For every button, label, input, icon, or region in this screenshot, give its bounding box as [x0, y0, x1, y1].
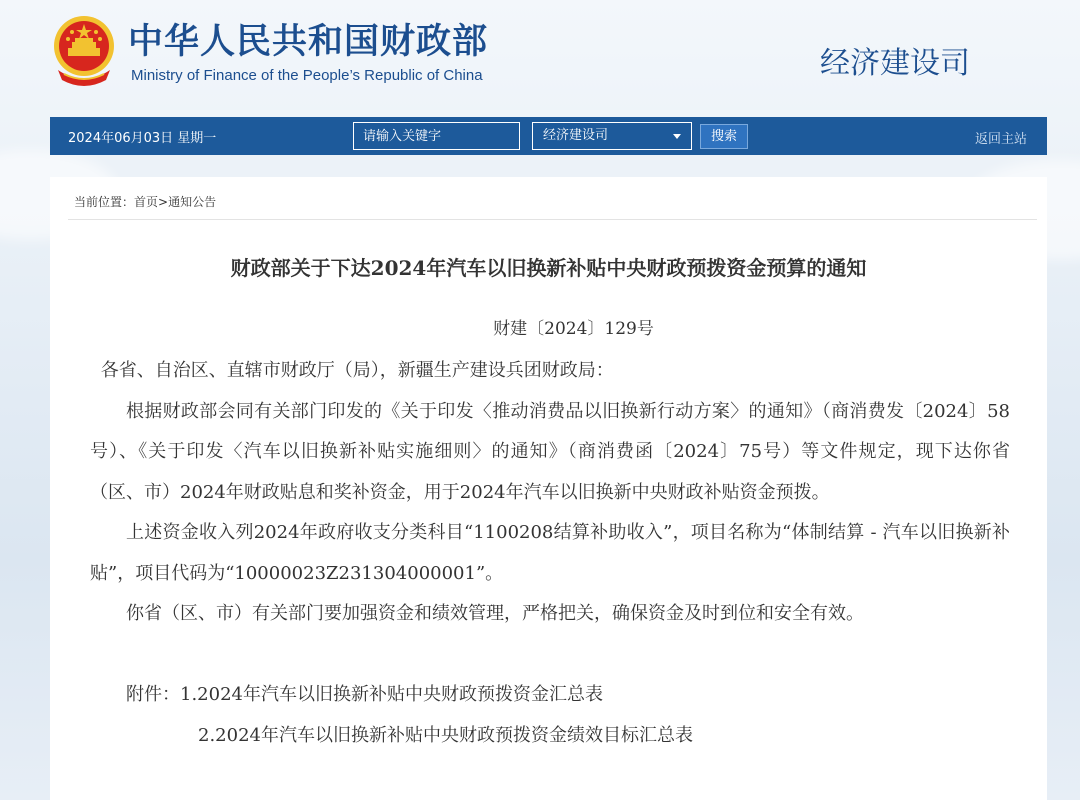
- site-title-chinese[interactable]: 中华人民共和国财政部: [128, 22, 489, 62]
- search-button[interactable]: 搜索: [700, 124, 748, 149]
- breadcrumb: [74, 193, 216, 210]
- document-number: 财建〔2024〕129号: [493, 319, 654, 339]
- article-body: [90, 351, 1010, 756]
- attachment-link-1[interactable]: 附件：1.2024年汽车以旧换新补贴中央财政预拨资金汇总表: [126, 684, 603, 705]
- return-home-link[interactable]: 返回主站: [974, 132, 1027, 147]
- article-paragraph: 上述资金收入列2024年政府收支分类科目“1100208结算补助收入”，项目名称为“体制结算 - 汽车以旧换新补贴”，项目代码为“10000023Z231304000001”。: [90, 522, 1010, 584]
- attachment-link-2[interactable]: 2.2024年汽车以旧换新补贴中央财政预拨资金绩效目标汇总表: [198, 724, 693, 746]
- breadcrumb-home-link[interactable]: 首页: [134, 195, 159, 209]
- article-paragraph: 根据财政部会同有关部门印发的《关于印发〈推动消费品以旧换新行动方案〉的通知》（商消费发〔2024〕58号）、《关于印发〈汽车以旧换新补贴实施细则〉的通知》（商消费函〔2024〕75号）等文件规定，现下达你省（区、市）2024年财政贴息和奖补资金，用于2024年汽车以旧换新中央财政补贴资金预拨。: [90, 400, 1010, 503]
- channel-select-value: 经济建设司: [543, 128, 609, 143]
- breadcrumb-prefix: 当前位置：: [74, 195, 135, 209]
- site-title-english[interactable]: Ministry of Finance of the People’s Republic of China: [131, 67, 483, 84]
- paragraph-spacer: [90, 635, 1010, 676]
- breadcrumb-separator: >: [158, 195, 169, 209]
- channel-select-dropdown[interactable]: [532, 122, 692, 150]
- national-emblem-icon: [50, 14, 118, 88]
- current-date: 2024年06月03日 星期一: [68, 131, 217, 146]
- divider: [68, 219, 1037, 220]
- site-header: [0, 0, 1080, 115]
- article-salutation: 各省、自治区、直辖市财政厅（局），新疆生产建设兵团财政局：: [100, 360, 614, 381]
- channel-name: 经济建设司: [820, 46, 970, 81]
- article-paragraph: 你省（区、市）有关部门要加强资金和绩效管理，严格把关，确保资金及时到位和安全有效。: [126, 603, 864, 624]
- article-title: 财政部关于下达2024年汽车以旧换新补贴中央财政预拨资金预算的通知: [230, 256, 867, 280]
- content-panel: [50, 177, 1047, 800]
- search-input[interactable]: [353, 122, 520, 150]
- breadcrumb-section-link[interactable]: 通知公告: [168, 195, 217, 209]
- navigation-bar: [50, 117, 1047, 155]
- chevron-down-icon: [673, 134, 681, 139]
